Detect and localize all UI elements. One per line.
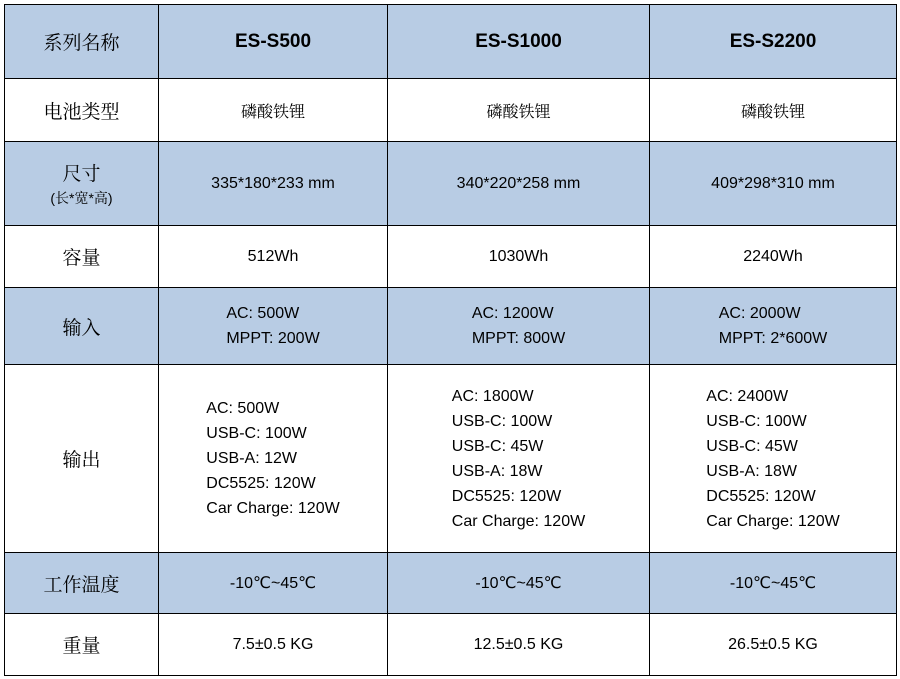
- size-sublabel: (长*宽*高): [50, 190, 113, 206]
- spec-line: USB-C: 100W: [206, 425, 307, 442]
- output-row: [5, 365, 897, 553]
- input-cell: [388, 288, 650, 365]
- temperature-cell: -10℃~45℃: [159, 553, 388, 614]
- temperature-cell: -10℃~45℃: [388, 553, 650, 614]
- input-lines: [226, 301, 319, 351]
- spec-line: AC: 1200W: [471, 305, 554, 322]
- weight-label: 重量: [5, 614, 159, 676]
- temperature-cell: -10℃~45℃: [650, 553, 897, 614]
- capacity-label: 容量: [5, 226, 159, 288]
- input-lines: [472, 301, 565, 351]
- series-name-label: 系列名称: [5, 5, 159, 79]
- input-cell: [650, 288, 897, 365]
- input-lines: [719, 301, 827, 351]
- weight-row: [5, 614, 897, 676]
- capacity-cell: 1030Wh: [388, 226, 650, 288]
- battery-cell: 磷酸铁锂: [388, 79, 650, 142]
- temperature-row: [5, 553, 897, 614]
- battery-cell: 磷酸铁锂: [650, 79, 897, 142]
- spec-line: USB-C: 45W: [451, 437, 544, 455]
- spec-line: DC5525: 120W: [451, 487, 562, 505]
- spec-table: [4, 4, 897, 676]
- spec-line: AC: 1800W: [451, 387, 534, 405]
- size-label-cell: [5, 142, 159, 226]
- weight-cell: 7.5±0.5 KG: [159, 614, 388, 676]
- output-cell: [650, 365, 897, 553]
- spec-line: USB-C: 45W: [706, 437, 798, 455]
- output-label: 输出: [5, 365, 159, 553]
- output-lines: [452, 384, 585, 534]
- spec-line: USB-A: 18W: [451, 462, 543, 480]
- battery-cell: 磷酸铁锂: [159, 79, 388, 142]
- spec-line: DC5525: 120W: [206, 475, 316, 492]
- model-es-s1000: ES-S1000: [388, 5, 650, 79]
- size-cell: 409*298*310 mm: [650, 142, 897, 226]
- capacity-cell: 2240Wh: [650, 226, 897, 288]
- header-row: [5, 5, 897, 79]
- weight-cell: 26.5±0.5 KG: [650, 614, 897, 676]
- size-cell: 340*220*258 mm: [388, 142, 650, 226]
- spec-line: MPPT: 2*600W: [718, 330, 828, 347]
- spec-line: USB-C: 100W: [451, 412, 553, 430]
- spec-line: DC5525: 120W: [706, 487, 816, 505]
- spec-line: AC: 500W: [206, 400, 280, 417]
- battery-type-label: 电池类型: [5, 79, 159, 142]
- size-row: [5, 142, 897, 226]
- size-cell: 335*180*233 mm: [159, 142, 388, 226]
- spec-line: USB-C: 100W: [706, 412, 807, 430]
- battery-row: [5, 79, 897, 142]
- spec-line: Car Charge: 120W: [706, 512, 840, 530]
- size-label: 尺寸: [62, 164, 101, 185]
- input-row: [5, 288, 897, 365]
- input-cell: [159, 288, 388, 365]
- spec-line: AC: 2400W: [706, 387, 789, 405]
- temperature-label: 工作温度: [5, 553, 159, 614]
- spec-line: AC: 500W: [226, 305, 300, 322]
- spec-line: USB-A: 18W: [706, 462, 797, 480]
- spec-table-container: [4, 4, 897, 676]
- weight-cell: 12.5±0.5 KG: [388, 614, 650, 676]
- spec-line: AC: 2000W: [718, 305, 801, 322]
- model-es-s500: ES-S500: [159, 5, 388, 79]
- output-lines: [206, 396, 339, 521]
- spec-line: USB-A: 12W: [206, 450, 297, 467]
- capacity-row: [5, 226, 897, 288]
- spec-line: MPPT: 800W: [471, 330, 566, 347]
- model-es-s2200: ES-S2200: [650, 5, 897, 79]
- output-cell: [159, 365, 388, 553]
- input-label: 输入: [5, 288, 159, 365]
- spec-line: MPPT: 200W: [226, 330, 320, 347]
- spec-line: Car Charge: 120W: [206, 500, 340, 517]
- spec-line: Car Charge: 120W: [451, 512, 586, 530]
- capacity-cell: 512Wh: [159, 226, 388, 288]
- output-cell: [388, 365, 650, 553]
- output-lines: [706, 384, 839, 534]
